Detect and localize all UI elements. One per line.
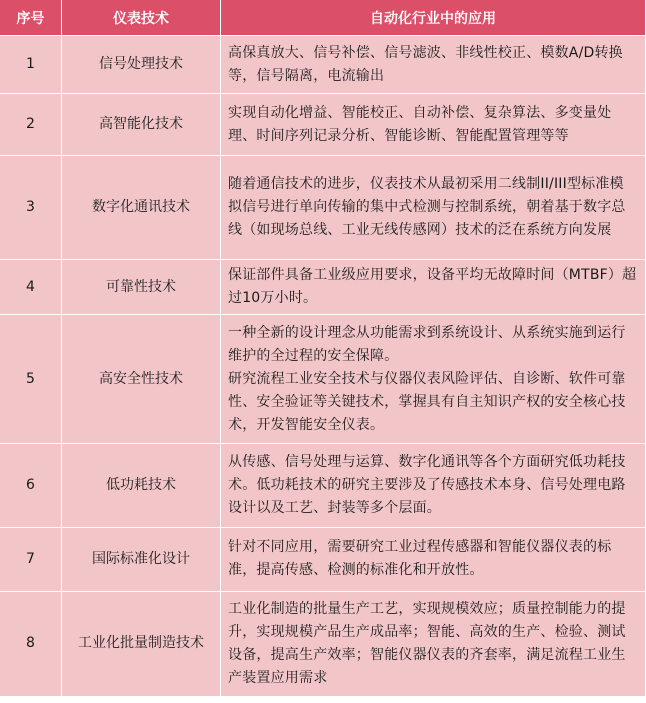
application-text: 研究流程工业安全技术与仪器仪表风险评估、自诊断、软件可靠性、安全验证等关键技术，掌握具有自主知识产权的安全核心技术，开发智能安全仪表。 xyxy=(228,370,626,433)
table-row xyxy=(0,156,646,260)
header-technology: 仪表技术 xyxy=(62,0,221,36)
row-technology: 数字化通讯技术 xyxy=(62,156,221,260)
header-index: 序号 xyxy=(0,0,62,36)
row-index: 3 xyxy=(0,156,62,260)
row-technology: 国际标准化设计 xyxy=(62,528,221,592)
header-application: 自动化行业中的应用 xyxy=(221,0,646,36)
row-technology: 低功耗技术 xyxy=(62,444,221,528)
table-row xyxy=(0,315,646,443)
row-technology: 高安全性技术 xyxy=(62,315,221,443)
table-row xyxy=(0,444,646,528)
table-row xyxy=(0,94,646,156)
application-text: 保证部件具备工业级应用要求，设备平均无故障时间（MTBF）超过10万小时。 xyxy=(228,267,637,307)
table-row xyxy=(0,36,646,94)
row-application xyxy=(221,94,646,156)
row-technology: 信号处理技术 xyxy=(62,36,221,94)
application-text: 随着通信技术的进步，仪表技术从最初采用二线制II/III型标准模拟信号进行单向传输的集中式检测与控制系统，朝着基于数字总线（如现场总线、工业无线传感网）技术的泛在系统方向发展 xyxy=(228,176,626,239)
row-application xyxy=(221,592,646,697)
application-text: 实现自动化增益、智能校正、自动补偿、复杂算法、多变量处理、时间序列记录分析、智能诊断、智能配置管理等等 xyxy=(228,104,612,144)
application-text: 从传感、信号处理与运算、数字化通讯等各个方面研究低功耗技术。低功耗技术的研究主要涉及了传感技术本身、信号处理电路设计以及工艺、封装等多个层面。 xyxy=(228,453,626,516)
row-technology: 可靠性技术 xyxy=(62,260,221,315)
row-index: 7 xyxy=(0,528,62,592)
table-row xyxy=(0,528,646,592)
row-index: 6 xyxy=(0,444,62,528)
application-text: 针对不同应用，需要研究工业过程传感器和智能仪器仪表的标准，提高传感、检测的标准化和开放性。 xyxy=(228,539,612,579)
table-row xyxy=(0,592,646,697)
row-application xyxy=(221,156,646,260)
row-index: 2 xyxy=(0,94,62,156)
row-index: 8 xyxy=(0,592,62,697)
row-technology: 工业化批量制造技术 xyxy=(62,592,221,697)
table-row xyxy=(0,260,646,315)
row-index: 1 xyxy=(0,36,62,94)
row-index: 4 xyxy=(0,260,62,315)
application-text: 工业化制造的批量生产工艺，实现规模效应；质量控制能力的提升，实现规模产品生产成品率；智能、高效的生产、检验、测试设备，提高生产效率；智能仪器仪表的齐套率，满足流程工业生产装置应用需求 xyxy=(228,600,626,686)
row-application xyxy=(221,260,646,315)
row-technology: 高智能化技术 xyxy=(62,94,221,156)
row-application xyxy=(221,528,646,592)
row-application xyxy=(221,444,646,528)
table-header-row xyxy=(0,0,646,36)
application-text: 高保真放大、信号补偿、信号滤波、非线性校正、模数A/D转换等，信号隔离，电流输出 xyxy=(228,44,623,84)
row-application xyxy=(221,36,646,94)
row-application xyxy=(221,315,646,443)
application-text: 一种全新的设计理念从功能需求到系统设计、从系统实施到运行维护的全过程的安全保障。 xyxy=(228,324,626,364)
row-index: 5 xyxy=(0,315,62,443)
